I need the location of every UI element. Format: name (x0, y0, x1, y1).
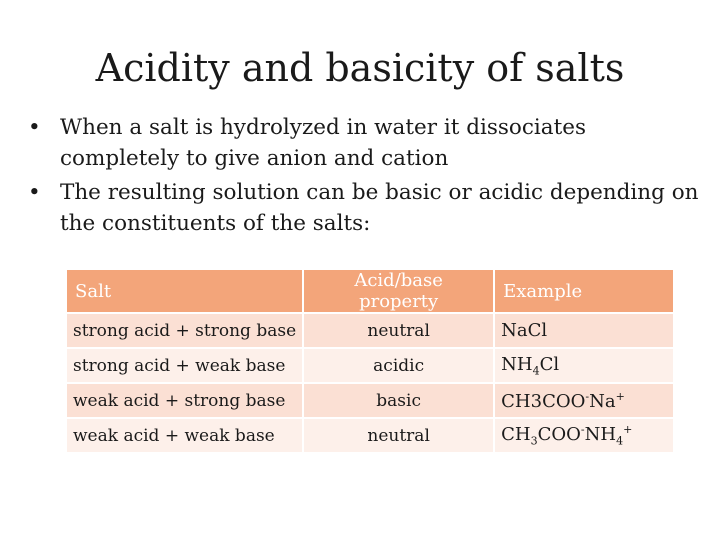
bullet-marker: • (28, 115, 41, 140)
cell-property: neutral (304, 314, 493, 347)
cell-salt: strong acid + weak base (67, 349, 302, 382)
salt-property-table (65, 268, 675, 454)
cell-property: basic (304, 384, 493, 417)
cell-example: NaCl (495, 314, 673, 347)
header-example: Example (495, 270, 673, 312)
bullet-text: The resulting solution can be basic or acidic depending on the constituents of the salts: (60, 180, 699, 236)
slide-title: Acidity and basicity of salts (95, 46, 625, 90)
table-row (67, 314, 673, 347)
formula-supscript: + (623, 423, 633, 437)
bullet-list (28, 112, 708, 242)
formula-supscript: - (580, 423, 585, 437)
table-row (67, 419, 673, 452)
formula-subscript: 3 (530, 434, 538, 448)
header-acid-base-property: Acid/base property (304, 270, 493, 312)
cell-salt: weak acid + weak base (67, 419, 302, 452)
cell-example: CH3COO-Na+ (495, 384, 673, 417)
formula-supscript: - (585, 389, 590, 403)
cell-salt: strong acid + strong base (67, 314, 302, 347)
table-row (67, 349, 673, 382)
table-row (67, 384, 673, 417)
cell-salt: weak acid + strong base (67, 384, 302, 417)
formula-subscript: 4 (532, 364, 540, 378)
table-header-row (67, 270, 673, 312)
cell-property: acidic (304, 349, 493, 382)
cell-example: $CH_3COO^-NH_4^+$ (495, 419, 673, 452)
bullet-item (28, 177, 708, 239)
formula-subscript: 4 (616, 434, 624, 448)
bullet-text: When a salt is hydrolyzed in water it dissociates completely to give anion and cation (60, 115, 586, 171)
bullet-item (28, 112, 708, 174)
cell-property: neutral (304, 419, 493, 452)
cell-example: $NH_4Cl$ (495, 349, 673, 382)
bullet-marker: • (28, 180, 41, 205)
formula-supscript: + (615, 389, 625, 403)
header-salt: Salt (67, 270, 302, 312)
